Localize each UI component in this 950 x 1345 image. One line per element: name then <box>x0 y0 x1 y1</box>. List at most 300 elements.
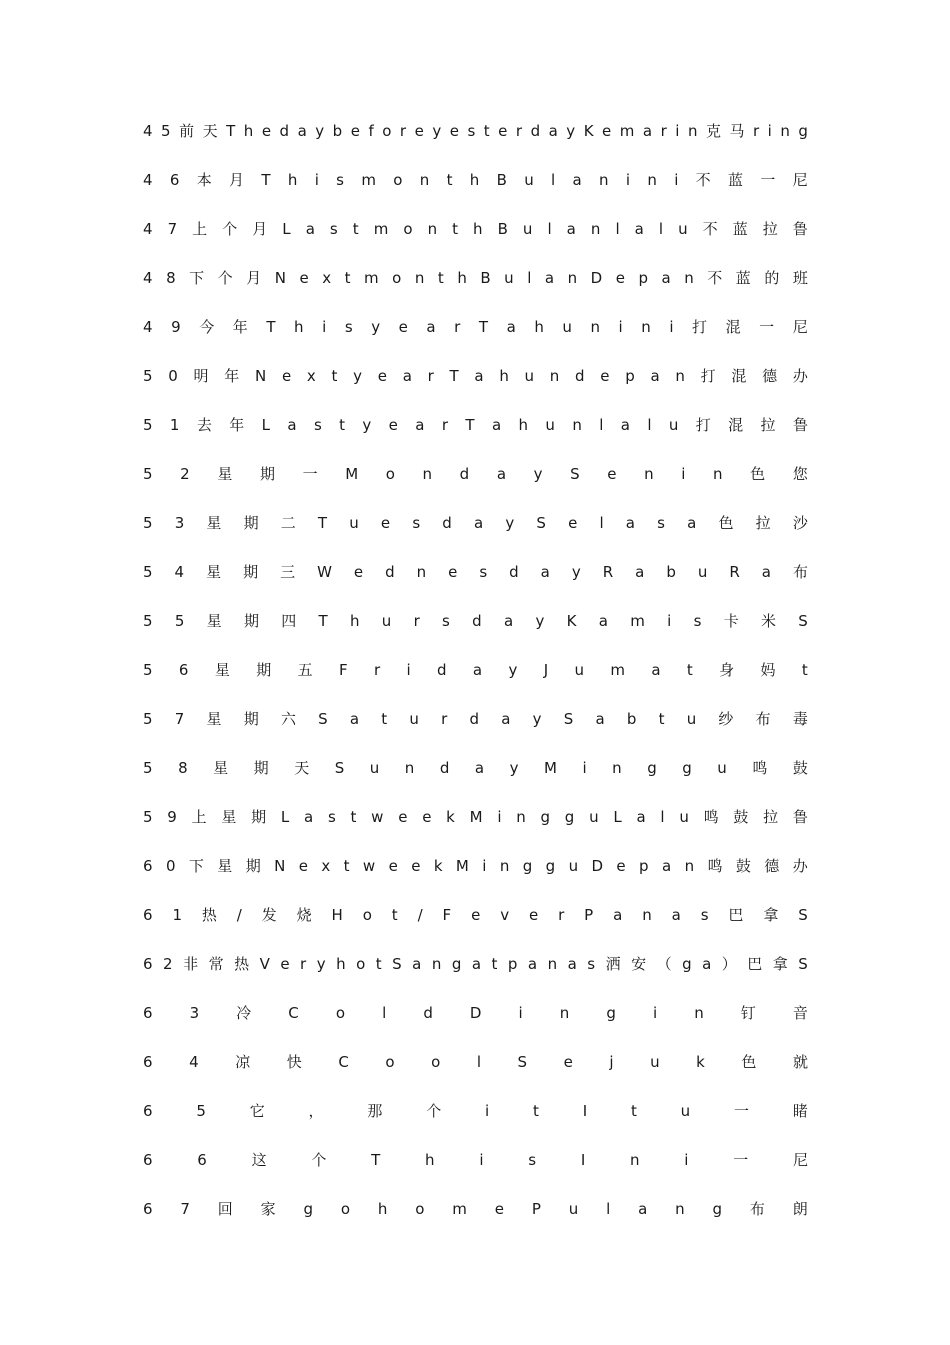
character: n <box>675 1200 685 1218</box>
character: S <box>392 955 402 973</box>
character: n <box>567 269 578 287</box>
character: n <box>419 171 430 189</box>
character: a <box>566 220 576 238</box>
character: e <box>615 269 625 287</box>
character: 混 <box>725 318 741 336</box>
character: n <box>516 808 526 826</box>
character: n <box>713 465 723 483</box>
character: K <box>583 122 594 140</box>
character: i <box>485 1102 490 1120</box>
character: t <box>339 416 346 434</box>
character: 个 <box>222 220 238 238</box>
character: 鸣 <box>707 857 723 875</box>
character: o <box>356 955 366 973</box>
character: v <box>500 906 510 924</box>
character: 月 <box>252 220 268 238</box>
character: o <box>403 220 413 238</box>
character: u <box>524 171 534 189</box>
character: t <box>801 661 808 679</box>
character: 安 <box>631 955 647 973</box>
character: 5 <box>143 759 153 777</box>
character: 鼓 <box>733 808 749 826</box>
character: e <box>398 318 408 336</box>
character: h <box>469 171 480 189</box>
character: b <box>332 122 343 140</box>
character: n <box>422 465 433 483</box>
character: B <box>480 269 491 287</box>
character: o <box>335 1004 346 1022</box>
character: d <box>459 465 470 483</box>
character: y <box>353 367 363 385</box>
character: 个 <box>311 1151 327 1169</box>
character: h <box>294 318 304 336</box>
character: 鸣 <box>752 759 768 777</box>
character: 3 <box>174 514 185 532</box>
character: t <box>658 710 665 728</box>
character: r <box>427 367 434 385</box>
character: l <box>382 1004 387 1022</box>
character: R <box>602 563 614 581</box>
character: n <box>549 367 560 385</box>
character: 拿 <box>763 906 779 924</box>
character: n <box>431 955 442 973</box>
character: 拉 <box>762 220 778 238</box>
character: 的 <box>764 269 780 287</box>
list-item <box>143 1148 808 1197</box>
character: T <box>266 318 276 336</box>
character: t <box>483 122 490 140</box>
character: 7 <box>167 220 178 238</box>
list-item <box>143 315 808 364</box>
character: u <box>349 514 359 532</box>
character: i <box>652 1004 658 1022</box>
character: a <box>474 759 485 777</box>
character: 5 <box>143 563 153 581</box>
character: a <box>426 318 436 336</box>
character: 6 <box>143 1004 153 1022</box>
character: n <box>694 1004 704 1022</box>
character: 不 <box>707 269 723 287</box>
character: a <box>304 808 314 826</box>
character: x <box>322 269 332 287</box>
character: e <box>261 122 272 140</box>
character: s <box>693 612 702 630</box>
character: h <box>350 612 360 630</box>
character: 就 <box>792 1053 808 1071</box>
character: u <box>545 416 555 434</box>
character: 9 <box>167 808 177 826</box>
character: S <box>570 465 580 483</box>
character: i <box>669 318 674 336</box>
character: 个 <box>426 1102 442 1120</box>
character: 纱 <box>718 710 734 728</box>
character: n <box>416 563 427 581</box>
character: 一 <box>759 318 775 336</box>
character: 5 <box>143 465 153 483</box>
character: S <box>536 514 546 532</box>
character: 年 <box>224 367 240 385</box>
character: u <box>686 710 697 728</box>
character: s <box>528 1151 537 1169</box>
character: I <box>582 1102 588 1120</box>
character: n <box>599 171 609 189</box>
character: 打 <box>700 367 716 385</box>
character: g <box>682 759 692 777</box>
character: 6 <box>197 1151 207 1169</box>
character: a <box>501 710 511 728</box>
character: s <box>313 416 322 434</box>
character: u <box>381 612 392 630</box>
character: r <box>752 122 760 140</box>
character: e <box>449 122 459 140</box>
vocabulary-list <box>143 119 808 1246</box>
character: n <box>641 318 651 336</box>
character: 五 <box>297 661 313 679</box>
character: k <box>696 1053 705 1071</box>
character: h <box>457 269 467 287</box>
character: T <box>449 367 459 385</box>
character: u <box>589 808 599 826</box>
character: 0 <box>168 367 178 385</box>
character: T <box>261 171 271 189</box>
character: 尼 <box>792 318 808 336</box>
character: r <box>413 612 420 630</box>
character: e <box>607 465 617 483</box>
character: ） <box>721 955 737 973</box>
list-item <box>143 217 808 266</box>
list-item <box>143 1197 808 1246</box>
character: p <box>639 857 649 875</box>
character: g <box>540 808 551 826</box>
character: M <box>455 857 469 875</box>
character: 色 <box>718 514 734 532</box>
character: F <box>442 906 452 924</box>
character: a <box>474 367 484 385</box>
character: 鸣 <box>703 808 719 826</box>
character: e <box>422 808 432 826</box>
character: y <box>505 514 515 532</box>
character: 这 <box>251 1151 267 1169</box>
character: t <box>452 220 459 238</box>
character: a <box>650 367 660 385</box>
character: 二 <box>280 514 296 532</box>
character: L <box>613 808 622 826</box>
character: t <box>350 808 357 826</box>
character: 不 <box>695 171 711 189</box>
character: 一 <box>302 465 318 483</box>
list-item <box>143 266 808 315</box>
character: 一 <box>760 171 776 189</box>
character: 5 <box>143 367 153 385</box>
character: r <box>558 906 565 924</box>
character: j <box>609 1053 614 1071</box>
character: S <box>517 1053 528 1071</box>
character: i <box>582 759 587 777</box>
character: B <box>496 171 507 189</box>
list-item <box>143 560 808 609</box>
character: 2 <box>163 955 173 973</box>
character: L <box>261 416 270 434</box>
character: 星 <box>214 661 230 679</box>
character: 6 <box>143 1200 153 1218</box>
character: 洒 <box>605 955 621 973</box>
character: 尼 <box>792 171 808 189</box>
character: 8 <box>178 759 188 777</box>
character: u <box>574 661 585 679</box>
character: e <box>568 514 578 532</box>
character: R <box>729 563 740 581</box>
character: a <box>702 955 712 973</box>
character: a <box>287 416 297 434</box>
character: h <box>336 955 346 973</box>
character: h <box>518 416 529 434</box>
character: a <box>651 661 661 679</box>
character: n <box>590 220 601 238</box>
character: 期 <box>253 759 269 777</box>
character: a <box>635 563 645 581</box>
character: 鼓 <box>735 857 751 875</box>
character: r <box>454 318 461 336</box>
character: 您 <box>792 465 808 483</box>
character: 睹 <box>792 1102 808 1120</box>
character: T <box>318 612 328 630</box>
character: m <box>619 122 635 140</box>
character: 4 <box>143 269 153 287</box>
character: k <box>433 857 443 875</box>
character: d <box>385 563 395 581</box>
character: 6 <box>178 661 189 679</box>
character: 那 <box>367 1102 383 1120</box>
character: n <box>642 906 652 924</box>
character: h <box>243 122 254 140</box>
character: 5 <box>143 808 153 826</box>
character: e <box>380 514 391 532</box>
character: 5 <box>174 612 185 630</box>
character: n <box>427 220 438 238</box>
character: 布 <box>755 710 771 728</box>
character: d <box>509 563 519 581</box>
character: L <box>282 220 291 238</box>
list-item <box>143 168 808 217</box>
character: r <box>441 710 448 728</box>
character: 3 <box>189 1004 200 1022</box>
character: y <box>316 955 326 973</box>
character: s <box>587 955 596 973</box>
character: e <box>388 416 398 434</box>
character: d <box>279 122 290 140</box>
character: 去 <box>196 416 212 434</box>
character: e <box>353 563 364 581</box>
character: 期 <box>243 612 259 630</box>
character: 6 <box>143 1102 153 1120</box>
character: s <box>700 906 709 924</box>
character: 音 <box>792 1004 808 1022</box>
character: 月 <box>229 171 245 189</box>
character: y <box>432 122 442 140</box>
character: 布 <box>792 563 808 581</box>
list-item <box>143 756 808 805</box>
character: s <box>327 808 336 826</box>
character: s <box>336 171 344 189</box>
character: t <box>343 857 350 875</box>
character: 尼 <box>792 1151 808 1169</box>
character: u <box>679 808 689 826</box>
character: 朗 <box>792 1200 808 1218</box>
character: 妈 <box>760 661 776 679</box>
list-item <box>143 854 808 903</box>
list-item <box>143 1099 808 1148</box>
character: r <box>300 955 307 973</box>
character: o <box>382 122 392 140</box>
character: y <box>508 661 518 679</box>
character: J <box>543 661 549 679</box>
character: 布 <box>749 1200 765 1218</box>
character: l <box>606 1200 611 1218</box>
character: i <box>497 808 502 826</box>
character: h <box>287 171 298 189</box>
character: b <box>626 710 637 728</box>
character: V <box>259 955 270 973</box>
character: 6 <box>143 1053 153 1071</box>
character: s <box>412 514 421 532</box>
character: 个 <box>217 269 233 287</box>
character: 星 <box>206 563 222 581</box>
character: d <box>575 367 585 385</box>
character: 期 <box>245 857 261 875</box>
character: 期 <box>243 563 259 581</box>
character: 德 <box>762 367 778 385</box>
character: e <box>471 906 481 924</box>
character: e <box>602 122 612 140</box>
character: l <box>527 269 532 287</box>
character: T <box>317 514 328 532</box>
character: 班 <box>792 269 808 287</box>
character: e <box>528 906 539 924</box>
character: K <box>566 612 577 630</box>
character: e <box>411 857 421 875</box>
character: N <box>274 269 286 287</box>
character: s <box>344 318 353 336</box>
character: i <box>518 1004 523 1022</box>
character: p <box>638 269 648 287</box>
character: 星 <box>213 759 229 777</box>
character: 下 <box>189 269 205 287</box>
character: t <box>533 1102 539 1120</box>
character: 钉 <box>740 1004 756 1022</box>
character: d <box>437 661 447 679</box>
character: u <box>568 1200 579 1218</box>
character: 6 <box>143 1151 153 1169</box>
character: 家 <box>260 1200 276 1218</box>
character: 6 <box>143 857 153 875</box>
character: e <box>398 808 408 826</box>
character: a <box>540 563 550 581</box>
character: u <box>522 220 533 238</box>
character: 混 <box>731 367 747 385</box>
character: 打 <box>692 318 708 336</box>
character: o <box>392 269 402 287</box>
character: 7 <box>180 1200 190 1218</box>
character: S <box>334 759 345 777</box>
character: i <box>674 171 679 189</box>
character: 星 <box>206 710 222 728</box>
character: u <box>668 416 679 434</box>
character: 期 <box>259 465 275 483</box>
character: a <box>305 220 315 238</box>
character: g <box>798 122 808 140</box>
character: a <box>595 710 605 728</box>
character: T <box>226 122 236 140</box>
character: i <box>482 857 487 875</box>
character: e <box>448 563 458 581</box>
character: m <box>610 661 625 679</box>
list-item <box>143 413 808 462</box>
character: t <box>437 269 444 287</box>
list-item <box>143 903 808 952</box>
character: i <box>406 661 411 679</box>
character: a <box>415 416 425 434</box>
character: a <box>412 955 422 973</box>
character: 6 <box>169 171 180 189</box>
character: L <box>280 808 290 826</box>
character: 它 <box>249 1102 265 1120</box>
character: 办 <box>792 367 808 385</box>
character: g <box>545 857 556 875</box>
character: d <box>442 514 452 532</box>
character: T <box>465 416 475 434</box>
character: 4 <box>143 171 153 189</box>
character: 米 <box>761 612 777 630</box>
character: 鲁 <box>792 808 808 826</box>
character: n <box>547 955 558 973</box>
character: h <box>377 1200 388 1218</box>
character: 非 <box>183 955 199 973</box>
character: 1 <box>169 416 180 434</box>
character: u <box>680 1102 691 1120</box>
character: u <box>678 220 688 238</box>
character: g <box>647 759 657 777</box>
character: o <box>340 1200 351 1218</box>
character: 一 <box>734 1102 750 1120</box>
character: / <box>417 906 423 924</box>
character: 期 <box>256 661 272 679</box>
character: n <box>572 416 582 434</box>
character: 发 <box>261 906 277 924</box>
character: l <box>660 808 665 826</box>
character: 前 <box>179 122 195 140</box>
character: d <box>472 612 482 630</box>
character: u <box>697 563 708 581</box>
character: 鼓 <box>792 759 808 777</box>
character: T <box>478 318 489 336</box>
character: M <box>345 465 359 483</box>
character: 本 <box>196 171 212 189</box>
character: h <box>534 318 544 336</box>
character: i <box>675 122 680 140</box>
character: a <box>634 220 644 238</box>
character: a <box>503 612 514 630</box>
character: 4 <box>143 318 153 336</box>
character: 7 <box>174 710 185 728</box>
character: k <box>446 808 455 826</box>
character: 上 <box>192 220 208 238</box>
character: e <box>281 367 292 385</box>
character: D <box>591 857 604 875</box>
character: n <box>414 269 425 287</box>
character: i <box>625 171 631 189</box>
character: r <box>515 122 523 140</box>
character: u <box>562 318 572 336</box>
